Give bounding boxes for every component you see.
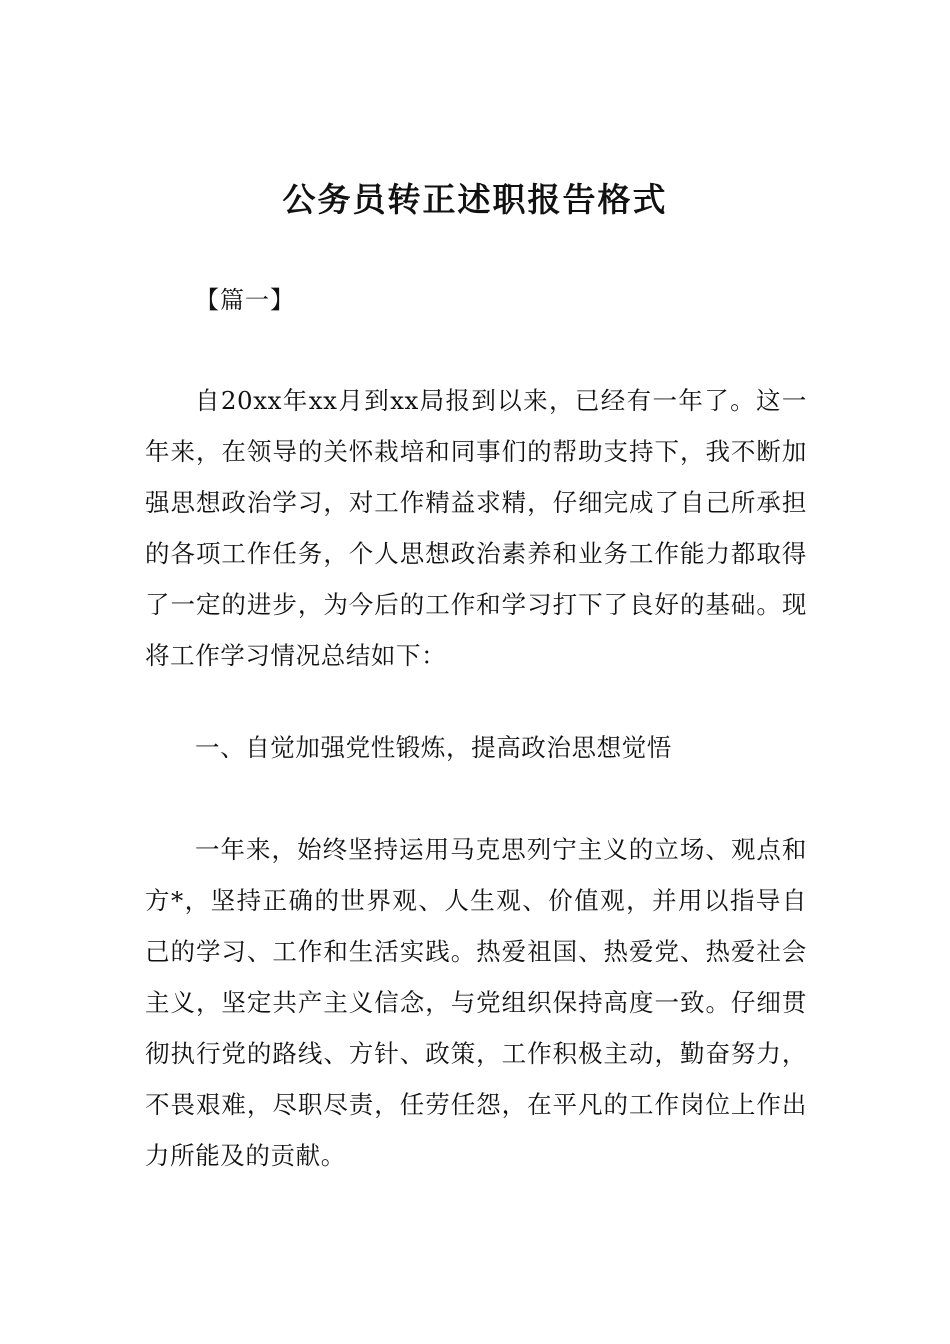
section-heading-1: 一、自觉加强党性锻炼，提高政治思想觉悟 [195,733,672,762]
document-title: 公务员转正述职报告格式 [282,180,668,219]
paragraph-political: 一年来，始终坚持运用马克思列宁主义的立场、观点和方*，坚持正确的世界观、人生观、价值观，并用以指导自己的学习、工作和生活实践。热爱祖国、热爱党、热爱社会主义，坚定共产主义信念，与党组织保持高度一致。仔细贯彻执行党的路线、方针、政策，工作积极主动，勤奋努力，不畏艰难，尽职尽责，任劳任怨，在平凡的工作岗位上作出力所能及的贡献。 [145,835,807,1170]
section-tag: 【篇一】 [195,286,295,314]
paragraph-intro: 自20xx年xx月到xx局报到以来，已经有一年了。这一年来，在领导的关怀栽培和同事们的帮助支持下，我不断加强思想政治学习，对工作精益求精，仔细完成了自己所承担的各项工作任务，个人思想政治素养和业务工作能力都取得了一定的进步，为今后的工作和学习打下了良好的基础。现将工作学习情况总结如下： [145,386,807,670]
